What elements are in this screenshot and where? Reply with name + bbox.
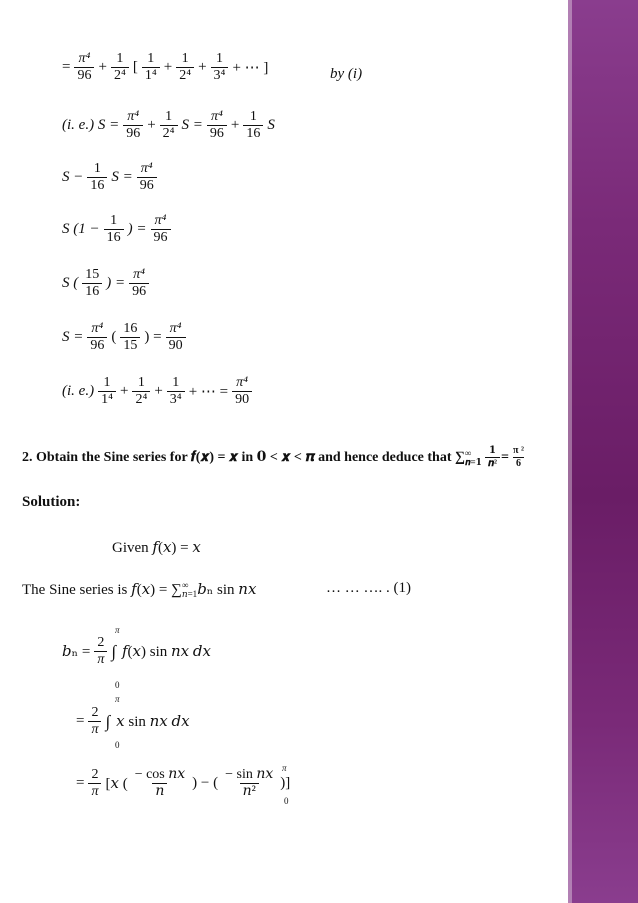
sine-series-statement: The Sine series is 𝑓(𝑥) = ∑ ∞ 𝑛=1 𝑏ₙ sin 𝑛𝑥 [22,579,257,599]
fraction: $\frac{\text{π⁴}}{90}$ [232,376,252,408]
integral-sign: ∫ [105,711,111,731]
fraction: $\frac{15}{16}$ [82,268,102,300]
evaluation-upper-limit: π [282,763,287,773]
fraction: $\frac{\text{π⁴}}{96}$ [207,110,227,142]
evaluation-lower-limit: 0 [284,796,289,806]
equation-line-1: = $\frac{\text{π⁴}}{96}$ + $\frac{1}{\text{2⁴}}$ [ $\frac{1}{\text{1⁴}}$ + $\frac{1}{\text{2⁴}}$ + $\frac{1}{\text{3⁴}}$ + ⋯ ] [62,51,269,83]
fraction: $\frac{\text{π⁴}}{96}$ [123,110,143,142]
fraction: $\frac{\text{π⁴}}{90}$ [166,322,186,354]
fraction: $\frac{\text{π⁴}}{96}$ [74,52,94,84]
integral-upper-limit: π [115,625,120,635]
fraction: $\frac{\text{π⁴}}{96}$ [137,162,157,194]
fraction: $\frac{1}{\text{3⁴}}$ [211,52,229,84]
bn-step-3: = $\frac{2}{\pi}$ [𝑥 ( $\frac{\text{− cos 𝑛𝑥}}{\text{𝑛}}$ ) − ( $\frac{\text{− sin 𝑛𝑥}}{\text{𝑛²}}$ )] [76,767,291,799]
bn-definition: 𝑏ₙ = $\frac{2}{\pi}$ ∫ 𝑓(𝑥) sin 𝑛𝑥 𝑑𝑥 [62,635,211,667]
integral-upper-limit: π [115,694,120,704]
equation-reference: by (i) [330,66,363,82]
fraction: $\frac{1}{\text{2⁴}}$ [132,376,150,408]
fraction: $\frac{\text{π⁴}}{96}$ [151,214,171,246]
equation-line-2: (i. e.) S = $\frac{\text{π⁴}}{96}$ + $\frac{1}{\text{2⁴}}$ S = $\frac{\text{π⁴}}{96}$ + $\frac{1}{16}$ S [62,109,275,141]
given-statement: Given 𝑓(𝑥) = 𝑥 [112,540,201,556]
equals-sign: = [62,59,71,76]
fraction: $\frac{1}{16}$ [243,110,263,142]
equation-reference: … … …. . (1) [326,580,411,596]
fraction: $\frac{1}{\text{2⁴}}$ [111,52,129,84]
bn-step-2: = $\frac{2}{\pi}$ ∫ 𝑥 sin 𝑛𝑥 𝑑𝑥 [76,705,190,737]
equation-line-7: (i. e.) $\frac{1}{\text{1⁴}}$ + $\frac{1}{\text{2⁴}}$ + $\frac{1}{\text{3⁴}}$ + ⋯ = $\frac{\text{π⁴}}{90}$ [62,376,254,408]
integral-sign: ∫ [111,641,116,661]
fraction: $\frac{1}{\text{2⁴}}$ [176,52,194,84]
fraction: $\frac{\text{π⁴}}{96}$ [129,268,149,300]
fraction: $\frac{1}{\text{1⁴}}$ [142,52,160,84]
fraction: $\frac{1}{16}$ [87,162,107,194]
fraction: $\frac{1}{16}$ [104,214,124,246]
equation-line-5: S ( $\frac{15}{16}$ ) = $\frac{\text{π⁴}}{96}$ [62,268,151,300]
fraction: $\frac{\text{π⁴}}{96}$ [87,322,107,354]
integral-lower-limit: 0 [115,740,120,750]
series-tail: + ⋯ ] [232,60,269,77]
integral-lower-limit: 0 [115,680,120,690]
solution-label: Solution: [22,494,81,510]
question-heading: 2. Obtain the Sine series for 𝒇(𝒙) = 𝒙 in 𝟎 < 𝒙 < 𝝅 and hence deduce that ∑ ∞ 𝒏=𝟏 $\frac{𝟏}{\text{𝒏²}}$ = $\frac{\text{π ²}}{6}$ [22,445,525,469]
fraction: $\frac{1}{\text{1⁴}}$ [98,376,116,408]
fraction: $\frac{1}{\text{2⁴}}$ [160,110,178,142]
equation-line-6: S = $\frac{\text{π⁴}}{96}$ ( $\frac{16}{15}$ ) = $\frac{\text{π⁴}}{90}$ [62,322,188,354]
equation-line-4: S (1 − $\frac{1}{16}$ ) = $\frac{\text{π⁴}}{96}$ [62,214,173,246]
equation-line-3: S − $\frac{1}{16}$ S = $\frac{\text{π⁴}}{96}$ [62,162,159,194]
fraction: $\frac{16}{15}$ [120,322,140,354]
fraction: $\frac{1}{\text{3⁴}}$ [167,376,185,408]
decorative-sidebar [568,0,638,903]
